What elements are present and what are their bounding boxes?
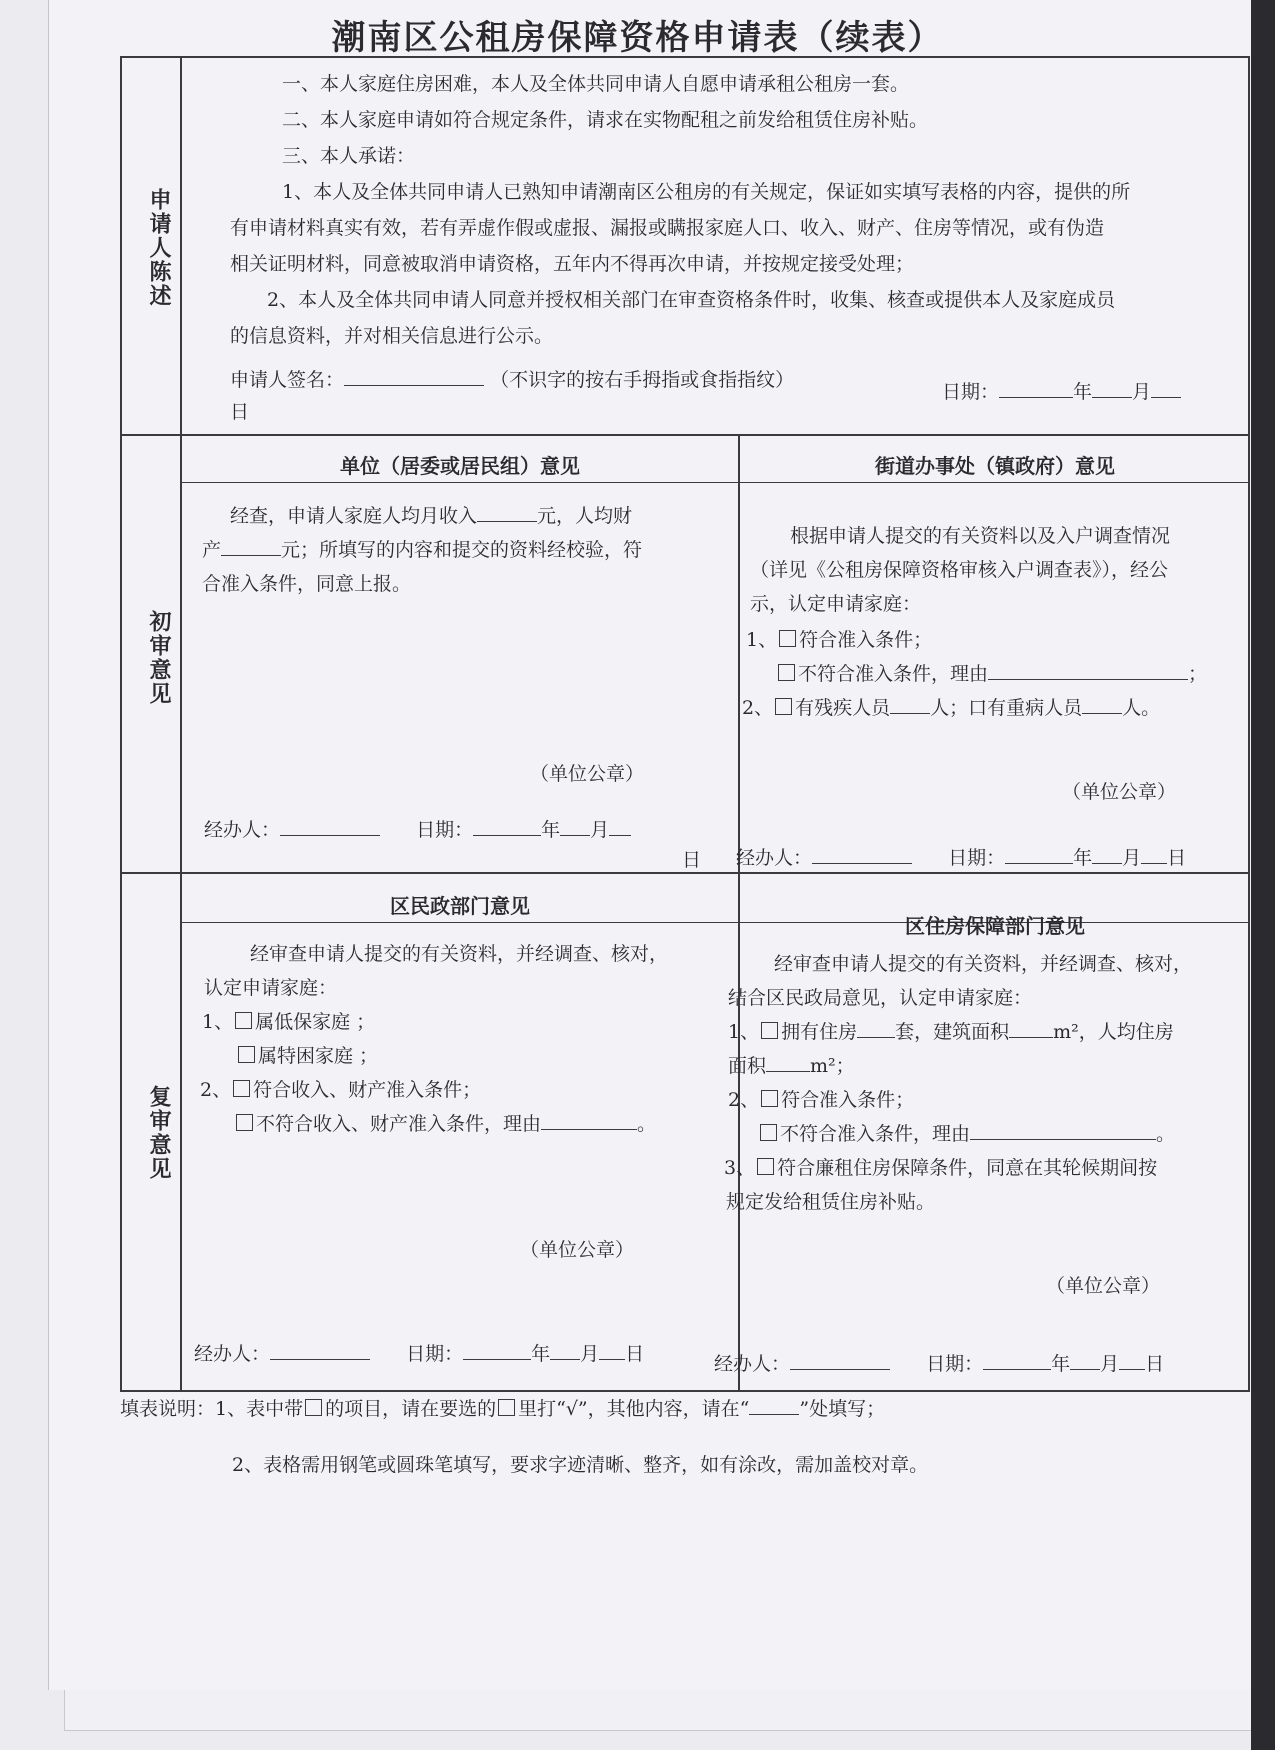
checkbox[interactable] xyxy=(236,1114,253,1131)
year-field[interactable] xyxy=(999,379,1073,398)
applicant-day-label: 日 xyxy=(230,401,250,423)
notes-text4: ”处填写； xyxy=(799,1398,886,1420)
applicant-date-line xyxy=(942,376,1181,408)
street-seal-label: （单位公章） xyxy=(1062,781,1177,803)
option-label: 有重病人员 xyxy=(987,697,1083,719)
civil-option-1b xyxy=(236,1040,378,1072)
blank-sample xyxy=(749,1396,799,1415)
day-label: 日 xyxy=(1145,1353,1165,1375)
handler-field[interactable] xyxy=(812,845,912,864)
year-label: 年 xyxy=(1051,1353,1071,1375)
date-label: 日期： xyxy=(406,1343,464,1365)
option-number: 1、 xyxy=(728,1021,760,1043)
civil-affairs-header: 区民政部门意见 xyxy=(390,894,530,918)
option-number: 1、 xyxy=(746,629,778,651)
checkbox[interactable] xyxy=(761,1022,778,1039)
statement-item-3-1-cont2: 相关证明材料，同意被取消申请资格，五年内不得再次申请，并按规定接受处理； xyxy=(230,253,915,275)
per-capita-asset-field[interactable] xyxy=(221,537,281,556)
option-label: 符合准入条件； xyxy=(781,1089,915,1111)
day-field[interactable] xyxy=(599,1341,625,1360)
date-label: 日期： xyxy=(416,819,474,841)
notes-text2: 的项目，请在要选的 xyxy=(325,1398,497,1420)
housing-handler-line xyxy=(714,1348,1164,1380)
street-opinion-line1: 根据申请人提交的有关资料以及入户调查情况 xyxy=(790,525,1171,547)
checkbox[interactable] xyxy=(779,630,796,647)
year-field[interactable] xyxy=(463,1341,531,1360)
month-label: 月 xyxy=(1132,381,1152,403)
section1-bottom-line xyxy=(122,434,1250,436)
option-number: 3、 xyxy=(724,1157,756,1179)
option-number: 1、 xyxy=(202,1011,234,1033)
street-opinion-line3: 示，认定申请家庭： xyxy=(750,593,922,615)
end-punct: 。 xyxy=(1156,1123,1176,1145)
month-label: 月 xyxy=(580,1343,600,1365)
checkbox[interactable] xyxy=(778,664,795,681)
housing-option-2b xyxy=(758,1118,1175,1150)
civil-option-2 xyxy=(200,1074,481,1106)
statement-item-3-1: 1、本人及全体共同申请人已熟知申请潮南区公租房的有关规定，保证如实填写表格的内容，提供的所 xyxy=(282,181,1131,203)
disabled-count-field[interactable] xyxy=(890,695,930,714)
checkbox-sample xyxy=(305,1399,322,1416)
month-label: 月 xyxy=(590,819,610,841)
civil-line1: 经审查申请人提交的有关资料，并经调查、核对， xyxy=(250,943,669,965)
date-label: 日期： xyxy=(926,1353,984,1375)
housing-line2: 结合区民政局意见，认定申请家庭： xyxy=(728,987,1033,1009)
checkbox[interactable] xyxy=(238,1046,255,1063)
unit-seal-label: （单位公章） xyxy=(530,763,645,785)
civil-option-2b xyxy=(234,1108,656,1140)
reason-field[interactable] xyxy=(541,1111,637,1130)
building-area-field[interactable] xyxy=(1009,1019,1053,1038)
handler-field[interactable] xyxy=(280,817,380,836)
handler-label: 经办人： xyxy=(204,819,281,841)
year-label: 年 xyxy=(541,819,561,841)
option-label: 符合准入条件； xyxy=(799,629,933,651)
checkbox-glyph[interactable]: 口 xyxy=(968,697,988,719)
house-count-field[interactable] xyxy=(857,1019,895,1038)
housing-option-2 xyxy=(728,1084,914,1116)
monthly-income-field[interactable] xyxy=(477,503,537,522)
unit-handler-line xyxy=(204,814,631,846)
option-number: 2、 xyxy=(728,1089,760,1111)
day-field[interactable] xyxy=(1119,1351,1145,1370)
housing-option-3-cont: 规定发给租赁住房补贴。 xyxy=(726,1191,936,1213)
handler-label: 经办人： xyxy=(714,1353,791,1375)
section-label-applicant-statement: 申请人陈述 xyxy=(146,188,172,308)
unit-label: m²； xyxy=(810,1055,855,1077)
option-label: 不符合准入条件，理由 xyxy=(798,663,989,685)
unit-opinion-line3: 合准入条件，同意上报。 xyxy=(202,573,412,595)
option-label: 属低保家庭 ； xyxy=(255,1011,376,1033)
option-label: 属特困家庭 ； xyxy=(258,1045,379,1067)
month-field[interactable] xyxy=(560,817,590,836)
option-label: 不符合收入、财产准入条件，理由 xyxy=(256,1113,542,1135)
statement-item-3-1-cont: 有申请材料真实有效，若有弄虚作假或虚报、漏报或瞒报家庭人口、收入、财产、住房等情况，或有伪造 xyxy=(230,217,1105,239)
month-field[interactable] xyxy=(1092,379,1132,398)
checkbox[interactable] xyxy=(757,1158,774,1175)
street-office-opinion-header: 街道办事处（镇政府）意见 xyxy=(875,454,1115,478)
option-number: 2、 xyxy=(200,1079,232,1101)
day-field[interactable] xyxy=(1151,379,1181,398)
label-column-divider xyxy=(180,58,182,1390)
reason-field[interactable] xyxy=(988,661,1188,680)
street-option-2 xyxy=(742,692,1160,724)
statement-item-3-2-cont: 的信息资料，并对相关信息进行公示。 xyxy=(230,325,554,347)
housing-dept-header: 区住房保障部门意见 xyxy=(905,914,1085,938)
unit-line1-text2: 元，人均财 xyxy=(537,505,633,527)
handler-field[interactable] xyxy=(270,1341,370,1360)
year-field[interactable] xyxy=(473,817,541,836)
month-field[interactable] xyxy=(1070,1351,1100,1370)
unit-line1-text: 经查，申请人家庭人均月收入 xyxy=(230,505,478,527)
scan-edge xyxy=(1251,0,1275,1750)
month-field[interactable] xyxy=(550,1341,580,1360)
option-label2: 套，建筑面积 xyxy=(895,1021,1010,1043)
statement-item-1: 一、本人家庭住房困难，本人及全体共同申请人自愿申请承租公租房一套。 xyxy=(282,73,910,95)
per-capita-area-field[interactable] xyxy=(766,1053,810,1072)
unit-opinion-line2 xyxy=(202,534,642,566)
unit-label: 人； xyxy=(930,697,969,719)
section2-header-line xyxy=(182,482,1250,483)
form-notes-line1 xyxy=(120,1392,885,1426)
civil-seal-label: （单位公章） xyxy=(520,1239,635,1261)
month-field[interactable] xyxy=(1092,845,1122,864)
signature-note: （不识字的按右手拇指或食指指纹） xyxy=(490,369,795,391)
month-label: 月 xyxy=(1100,1353,1120,1375)
checkbox-sample xyxy=(498,1399,515,1416)
day-label: 日 xyxy=(625,1343,645,1365)
option-label: 符合收入、财产准入条件； xyxy=(253,1079,482,1101)
unit-line2-text2: 元；所填写的内容和提交的资料经校验，符 xyxy=(281,539,643,561)
month-label: 月 xyxy=(1122,847,1142,869)
street-opinion-line2: （详见《公租房保障资格审核入户调查表》），经公 xyxy=(750,559,1169,581)
housing-option-3 xyxy=(724,1152,1157,1184)
housing-option-1-cont xyxy=(728,1050,855,1082)
date-label: 日期： xyxy=(942,381,1000,403)
unit-label: 人。 xyxy=(1122,697,1161,719)
ill-count-field[interactable] xyxy=(1082,695,1122,714)
street-option-1b: 不符合准入条件，理由 ； xyxy=(776,658,1207,690)
page-title: 潮南区公租房保障资格申请表（续表） xyxy=(331,18,944,58)
year-label: 年 xyxy=(531,1343,551,1365)
civil-option-1 xyxy=(202,1006,375,1038)
year-field[interactable] xyxy=(1005,845,1073,864)
statement-item-2: 二、本人家庭申请如符合规定条件，请求在实物配租之前发给租赁住房补贴。 xyxy=(282,109,929,131)
section-label-initial-review: 初审意见 xyxy=(146,610,172,706)
year-label: 年 xyxy=(1073,381,1093,403)
signature-label: 申请人签名： xyxy=(230,369,345,391)
checkbox[interactable] xyxy=(235,1012,252,1029)
unit-day-label: 日 xyxy=(682,849,702,871)
option-label: 面积 xyxy=(728,1055,767,1077)
option-label: 有残疾人员 xyxy=(795,697,891,719)
checkbox[interactable] xyxy=(233,1080,250,1097)
option-number: 2、 xyxy=(742,697,774,719)
checkbox[interactable] xyxy=(761,1090,778,1107)
option-label: 拥有住房 xyxy=(781,1021,858,1043)
day-field[interactable] xyxy=(609,817,631,836)
street-option-1 xyxy=(746,624,932,656)
handler-label: 经办人： xyxy=(736,847,813,869)
option-label3: m²，人均住房 xyxy=(1053,1021,1174,1043)
statement-item-3-2: 2、本人及全体共同申请人同意并授权相关部门在审查资格条件时，收集、核查或提供本人及家庭成员 xyxy=(267,289,1116,311)
housing-seal-label: （单位公章） xyxy=(1046,1275,1161,1297)
year-label: 年 xyxy=(1073,847,1093,869)
housing-line1: 经审查申请人提交的有关资料，并经调查、核对， xyxy=(774,953,1193,975)
housing-option-1 xyxy=(728,1016,1174,1048)
end-punct: 。 xyxy=(637,1113,657,1135)
notes-text3: 里打“√”，其他内容，请在“ xyxy=(518,1398,750,1420)
reason-field[interactable] xyxy=(970,1121,1156,1140)
section-label-second-review: 复审意见 xyxy=(146,1085,172,1181)
year-field[interactable] xyxy=(983,1351,1051,1370)
option-label: 不符合准入条件，理由 xyxy=(780,1123,971,1145)
notes-text: 填表说明：1、表中带 xyxy=(120,1398,304,1420)
handler-label: 经办人： xyxy=(194,1343,271,1365)
applicant-signature-line xyxy=(230,364,794,396)
street-handler-line xyxy=(736,842,1186,874)
application-form xyxy=(120,56,1250,1392)
civil-line2: 认定申请家庭： xyxy=(204,977,338,999)
day-field[interactable] xyxy=(1141,845,1167,864)
unit-line2-text: 产 xyxy=(202,539,222,561)
unit-opinion-line1 xyxy=(230,500,632,532)
date-label: 日期： xyxy=(948,847,1006,869)
civil-handler-line xyxy=(194,1338,644,1370)
form-notes-line2: 2、表格需用钢笔或圆珠笔填写，要求字迹清晰、整齐，如有涂改，需加盖校对章。 xyxy=(232,1454,929,1476)
option-label: 符合廉租住房保障条件，同意在其轮候期间按 xyxy=(777,1157,1158,1179)
unit-opinion-header: 单位（居委或居民组）意见 xyxy=(340,454,580,478)
checkbox[interactable] xyxy=(775,698,792,715)
signature-field[interactable] xyxy=(344,367,484,386)
day-label: 日 xyxy=(1167,847,1187,869)
checkbox[interactable] xyxy=(760,1124,777,1141)
handler-field[interactable] xyxy=(790,1351,890,1370)
statement-item-3: 三、本人承诺： xyxy=(282,145,416,167)
